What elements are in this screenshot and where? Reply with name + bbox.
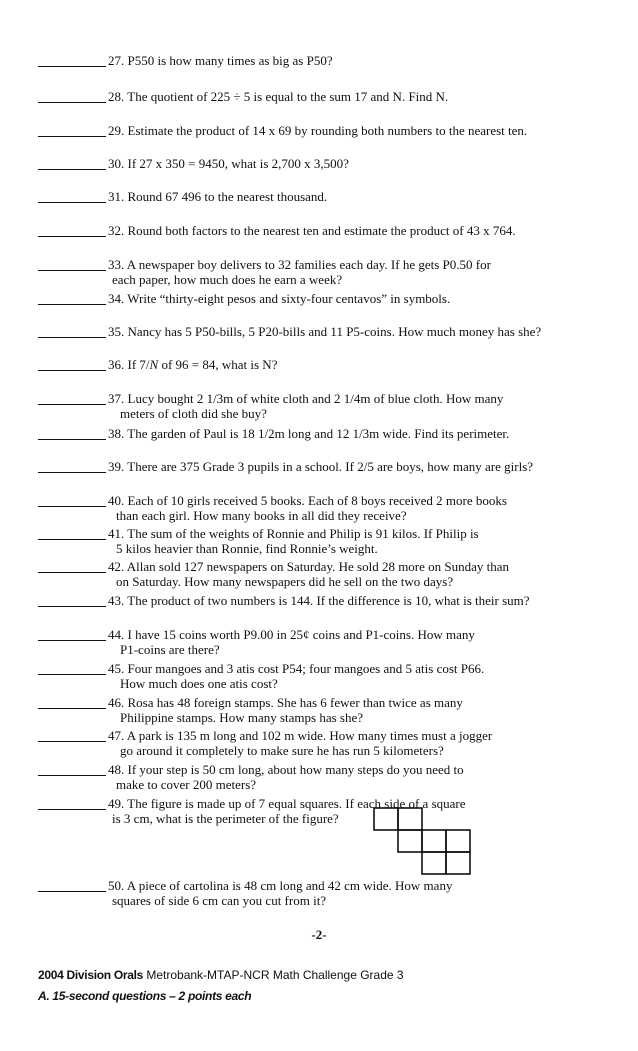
question-text: Round both factors to the nearest ten and estimate the product of 43 x 764.	[127, 223, 516, 238]
question-number: 41.	[108, 526, 125, 541]
question-text: I have 15 coins worth P9.00 in 25¢ coins and P1-coins. How many	[127, 627, 475, 642]
question-number: 50.	[108, 878, 125, 893]
question-number: 31.	[108, 189, 125, 204]
question-number: 38.	[108, 426, 125, 441]
question-text: Each of 10 girls received 5 books. Each of 8 boys received 2 more books	[127, 493, 507, 508]
question-number: 40.	[108, 493, 125, 508]
footer-subtitle: A. 15-second questions – 2 points each	[38, 989, 252, 1003]
question-text: Nancy has 5 P50-bills, 5 P20-bills and 11 P5-coins. How much money has she?	[127, 324, 542, 339]
question-text: The garden of Paul is 18 1/2m long and 12 1/3m wide. Find its perimeter.	[127, 426, 510, 441]
question-text-pre: If 7/	[127, 357, 150, 372]
question-number: 39.	[108, 459, 125, 474]
question-text-continued: How much does one atis cost?	[120, 676, 278, 691]
figure-square	[446, 830, 470, 852]
question-number: 37.	[108, 391, 125, 406]
question-number: 49.	[108, 796, 125, 811]
question-number: 33.	[108, 257, 125, 272]
question-text: The quotient of 225 ÷ 5 is equal to the sum 17 and N. Find N.	[127, 89, 449, 104]
question-number: 30.	[108, 156, 125, 171]
question-number: 44.	[108, 627, 125, 642]
question-number: 34.	[108, 291, 125, 306]
figure-square	[374, 808, 398, 830]
question-text: A piece of cartolina is 48 cm long and 42 cm wide. How many	[126, 878, 453, 893]
question-text: Allan sold 127 newspapers on Saturday. He sold 28 more on Sunday than	[126, 559, 510, 574]
question-text: Rosa has 48 foreign stamps. She has 6 fewer than twice as many	[127, 695, 463, 710]
question-text: P550 is how many times as big as P50?	[127, 53, 333, 68]
question-text-continued: each paper, how much does he earn a week?	[112, 272, 343, 287]
question-text-continued: is 3 cm, what is the perimeter of the figure?	[112, 811, 339, 826]
question-text: Lucy bought 2 1/3m of white cloth and 2 1/4m of blue cloth. How many	[127, 391, 504, 406]
page-number: -2-	[311, 927, 327, 942]
figure-square	[422, 852, 446, 874]
question-number: 47.	[108, 728, 125, 743]
figure-square	[398, 830, 422, 852]
question-text-post: of 96 = 84, what is N?	[158, 357, 278, 372]
question-text: The figure is made up of 7 equal squares. If each side of a square	[127, 796, 466, 811]
question-text: The sum of the weights of Ronnie and Philip is 91 kilos. If Philip is	[127, 526, 479, 541]
footer-title	[38, 968, 404, 982]
question-number: 29.	[108, 123, 125, 138]
footer-title-bold: 2004 Division Orals	[38, 968, 144, 982]
question-text: A newspaper boy delivers to 32 families each day. If he gets P0.50 for	[126, 257, 491, 272]
question-number: 35.	[108, 324, 125, 339]
question-text: A park is 135 m long and 102 m wide. How many times must a jogger	[126, 728, 493, 743]
question-text: There are 375 Grade 3 pupils in a school. If 2/5 are boys, how many are girls?	[127, 459, 534, 474]
question-number: 36.	[108, 357, 125, 372]
question-number: 48.	[108, 762, 125, 777]
question-text: Round 67 496 to the nearest thousand.	[127, 189, 328, 204]
question-number: 32.	[108, 223, 125, 238]
figure-square	[446, 852, 470, 874]
figure-square	[398, 808, 422, 830]
question-number: 46.	[108, 695, 125, 710]
question-text-continued: Philippine stamps. How many stamps has she?	[120, 710, 364, 725]
question-number: 42.	[108, 559, 125, 574]
question-text-continued: squares of side 6 cm can you cut from it?	[112, 893, 327, 908]
question-text-continued: meters of cloth did she buy?	[120, 406, 267, 421]
question-text-continued: than each girl. How many books in all did they receive?	[116, 508, 407, 523]
question-number: 43.	[108, 593, 125, 608]
question-text: Four mangoes and 3 atis cost P54; four mangoes and 5 atis cost P66.	[127, 661, 485, 676]
question-50	[38, 877, 452, 908]
question-number: 27.	[108, 53, 125, 68]
question-text-continued: P1-coins are there?	[120, 642, 220, 657]
figure-square	[422, 830, 446, 852]
question-text-continued: on Saturday. How many newspapers did he sell on the two days?	[116, 574, 454, 589]
footer-title-rest: Metrobank-MTAP-NCR Math Challenge Grade 3	[143, 968, 404, 982]
question-number: 45.	[108, 661, 125, 676]
question-text-italic: N	[149, 357, 159, 372]
question-text: Estimate the product of 14 x 69 by rounding both numbers to the nearest ten.	[127, 123, 528, 138]
question-text-continued: 5 kilos heavier than Ronnie, find Ronnie’s weight.	[116, 541, 378, 556]
question-text: Write “thirty-eight pesos and sixty-four centavos” in symbols.	[127, 291, 451, 306]
question-text-continued: go around it completely to make sure he has run 5 kilometers?	[120, 743, 444, 758]
question-number: 28.	[108, 89, 125, 104]
answer-blank[interactable]	[38, 877, 106, 892]
question-text-continued: make to cover 200 meters?	[116, 777, 257, 792]
question-text: If 27 x 350 = 9450, what is 2,700 x 3,500?	[127, 156, 349, 171]
question-text: If your step is 50 cm long, about how many steps do you need to	[127, 762, 464, 777]
question-text: The product of two numbers is 144. If the difference is 10, what is their sum?	[127, 593, 530, 608]
